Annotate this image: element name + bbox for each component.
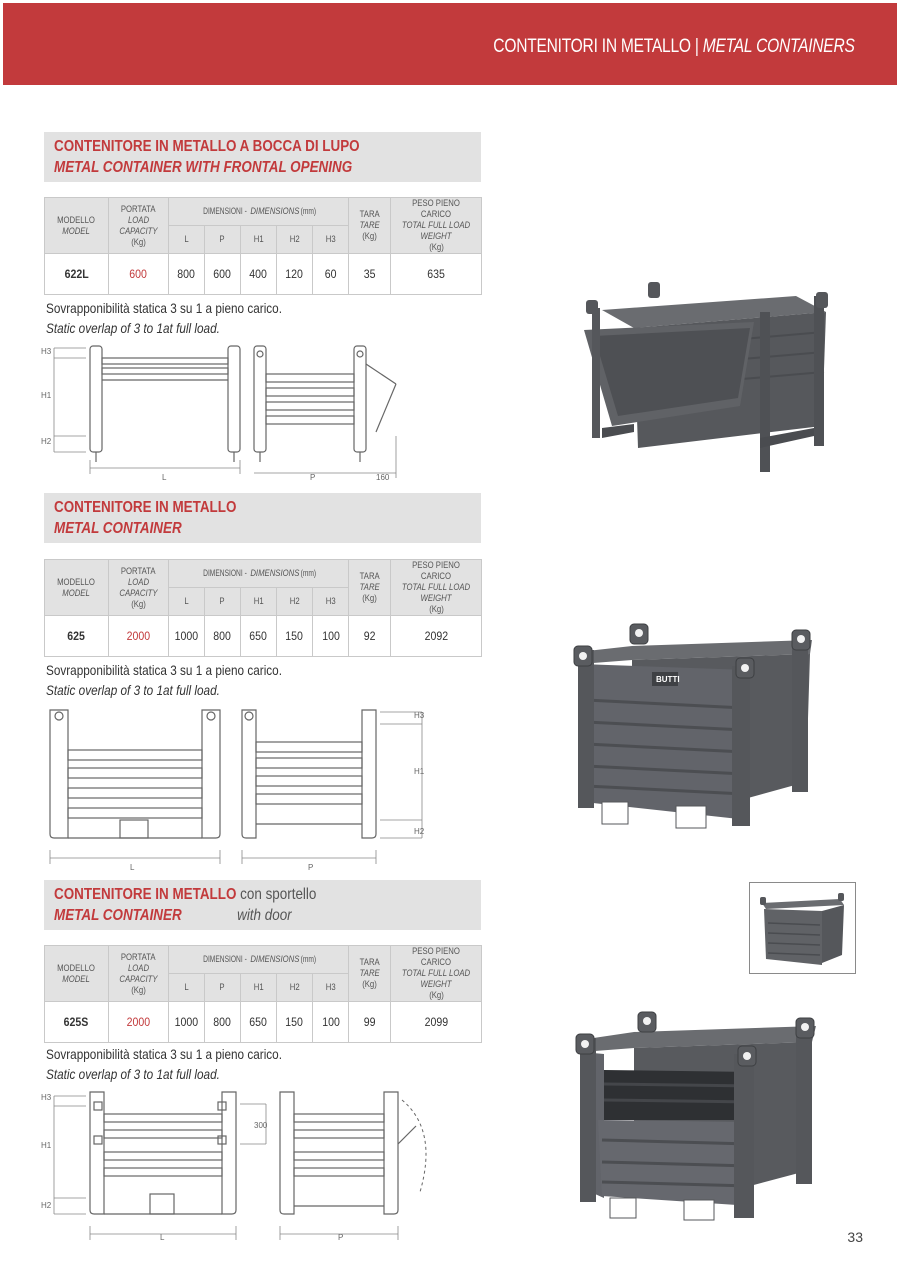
note-it: Sovrapponibilità statica 3 su 1 a pieno carico. xyxy=(46,1046,283,1062)
table-row xyxy=(45,254,482,295)
th-model: MODELLO MODEL xyxy=(45,560,109,616)
drawing-625S-front xyxy=(38,1086,278,1246)
dim-label-h1: H1 xyxy=(414,767,425,776)
th-P: P xyxy=(205,588,241,616)
cell-weight: 635 xyxy=(391,254,482,295)
cell-H3: 60 xyxy=(313,254,349,295)
header-title-en: METAL CONTAINERS xyxy=(703,36,855,57)
note-en: Static overlap of 3 to 1at full load. xyxy=(46,320,220,336)
header-title-separator: | xyxy=(691,36,704,57)
dim-label-h2: H2 xyxy=(414,827,425,836)
th-capacity: PORTATA LOAD CAPACITY (Kg) xyxy=(109,560,169,616)
thumbnail-frame xyxy=(749,882,856,974)
spec-table-625S xyxy=(44,945,482,1043)
th-model: MODELLO MODEL xyxy=(45,198,109,254)
th-P: P xyxy=(205,974,241,1002)
cell-H2: 150 xyxy=(277,616,313,657)
dim-label-h1: H1 xyxy=(41,391,52,400)
th-L: L xyxy=(169,974,205,1002)
section-2-heading xyxy=(44,493,481,543)
th-H1: H1 xyxy=(241,588,277,616)
drawing-622L-front xyxy=(38,340,248,485)
section-2-note xyxy=(46,660,282,700)
th-capacity: PORTATA LOAD CAPACITY (Kg) xyxy=(109,198,169,254)
section-2-title-it: CONTENITORE IN METALLO xyxy=(54,499,237,516)
th-H1: H1 xyxy=(241,226,277,254)
dim-label-h3: H3 xyxy=(41,1093,52,1102)
cell-P: 800 xyxy=(205,616,241,657)
th-dimensions: DIMENSIONI -DIMENSIONS(mm) xyxy=(169,560,349,588)
cell-P: 600 xyxy=(205,254,241,295)
dim-label-p: P xyxy=(308,863,314,872)
th-tare: TARA TARE (Kg) xyxy=(349,946,391,1002)
th-dimensions: DIMENSIONI -DIMENSIONS(mm) xyxy=(169,946,349,974)
th-P: P xyxy=(205,226,241,254)
page-number: 33 xyxy=(847,1229,863,1245)
dim-label-l: L xyxy=(130,863,135,872)
th-H2: H2 xyxy=(277,588,313,616)
section-3-title-it: CONTENITORE IN METALLO con sportello xyxy=(54,886,317,903)
th-H1: H1 xyxy=(241,974,277,1002)
header-title-it: CONTENITORI IN METALLO xyxy=(493,36,692,57)
photo-622L-container xyxy=(574,278,834,478)
section-1-title-en: METAL CONTAINER WITH FRONTAL OPENING xyxy=(54,159,353,176)
spec-table-622L xyxy=(44,197,482,295)
table-row xyxy=(45,1002,482,1043)
dim-label-h3: H3 xyxy=(41,347,52,356)
cell-H3: 100 xyxy=(313,616,349,657)
drawing-625-front xyxy=(40,702,230,874)
page-header-banner xyxy=(3,3,897,85)
dim-label-160: 160 xyxy=(376,473,390,482)
cell-H2: 120 xyxy=(277,254,313,295)
dim-label-p: P xyxy=(310,473,316,482)
photo-625S-container xyxy=(574,1010,824,1228)
section-1-heading xyxy=(44,132,481,182)
page-header-title xyxy=(494,36,855,58)
dim-label-h2: H2 xyxy=(41,437,52,446)
section-1-title-it: CONTENITORE IN METALLO A BOCCA DI LUPO xyxy=(54,138,360,155)
th-full-weight: PESO PIENO CARICO TOTAL FULL LOAD WEIGHT (Kg) xyxy=(391,946,482,1002)
th-tare: TARA TARE (Kg) xyxy=(349,198,391,254)
cell-L: 1000 xyxy=(169,1002,205,1043)
note-en: Static overlap of 3 to 1at full load. xyxy=(46,682,220,698)
cell-capacity: 2000 xyxy=(109,1002,169,1043)
cell-H1: 650 xyxy=(241,616,277,657)
dim-label-l: L xyxy=(160,1233,165,1242)
dim-label-h1: H1 xyxy=(41,1141,52,1150)
cell-H1: 650 xyxy=(241,1002,277,1043)
cell-H2: 150 xyxy=(277,1002,313,1043)
photo-625S-closed-thumbnail xyxy=(750,883,855,973)
dim-label-h3: H3 xyxy=(414,711,425,720)
cell-model: 625 xyxy=(45,616,109,657)
cell-model: 625S xyxy=(45,1002,109,1043)
th-H3: H3 xyxy=(313,588,349,616)
section-2-title-en: METAL CONTAINER xyxy=(54,520,182,537)
drawing-625-side xyxy=(236,702,436,874)
photo-brand-label: BUTTI xyxy=(656,675,680,684)
photo-625-container xyxy=(572,622,820,840)
spec-table-625 xyxy=(44,559,482,657)
dim-label-l: L xyxy=(162,473,167,482)
cell-weight: 2092 xyxy=(391,616,482,657)
cell-L: 1000 xyxy=(169,616,205,657)
cell-P: 800 xyxy=(205,1002,241,1043)
drawing-625S-side xyxy=(276,1086,446,1246)
th-full-weight: PESO PIENO CARICO TOTAL FULL LOAD WEIGHT (Kg) xyxy=(391,198,482,254)
note-it: Sovrapponibilità statica 3 su 1 a pieno carico. xyxy=(46,662,283,678)
section-3-heading xyxy=(44,880,481,930)
th-H3: H3 xyxy=(313,226,349,254)
th-L: L xyxy=(169,588,205,616)
th-L: L xyxy=(169,226,205,254)
th-H2: H2 xyxy=(277,226,313,254)
th-H2: H2 xyxy=(277,974,313,1002)
dim-label-door: 300 xyxy=(254,1121,268,1130)
cell-L: 800 xyxy=(169,254,205,295)
th-model: MODELLO MODEL xyxy=(45,946,109,1002)
cell-capacity: 2000 xyxy=(109,616,169,657)
section-3-title-en: METAL CONTAINER with door xyxy=(54,907,292,924)
note-en: Static overlap of 3 to 1at full load. xyxy=(46,1066,220,1082)
dim-label-p: P xyxy=(338,1233,344,1242)
section-3-note xyxy=(46,1044,282,1084)
th-H3: H3 xyxy=(313,974,349,1002)
note-it: Sovrapponibilità statica 3 su 1 a pieno carico. xyxy=(46,300,283,316)
section-1-note xyxy=(46,298,282,338)
cell-capacity: 600 xyxy=(109,254,169,295)
cell-H1: 400 xyxy=(241,254,277,295)
cell-tare: 99 xyxy=(349,1002,391,1043)
cell-tare: 35 xyxy=(349,254,391,295)
cell-weight: 2099 xyxy=(391,1002,482,1043)
cell-tare: 92 xyxy=(349,616,391,657)
cell-H3: 100 xyxy=(313,1002,349,1043)
th-full-weight: PESO PIENO CARICO TOTAL FULL LOAD WEIGHT (Kg) xyxy=(391,560,482,616)
th-tare: TARA TARE (Kg) xyxy=(349,560,391,616)
th-dimensions: DIMENSIONI -DIMENSIONS(mm) xyxy=(169,198,349,226)
table-row xyxy=(45,616,482,657)
dim-label-h2: H2 xyxy=(41,1201,52,1210)
cell-model: 622L xyxy=(45,254,109,295)
th-capacity: PORTATA LOAD CAPACITY (Kg) xyxy=(109,946,169,1002)
drawing-622L-side xyxy=(250,340,410,485)
